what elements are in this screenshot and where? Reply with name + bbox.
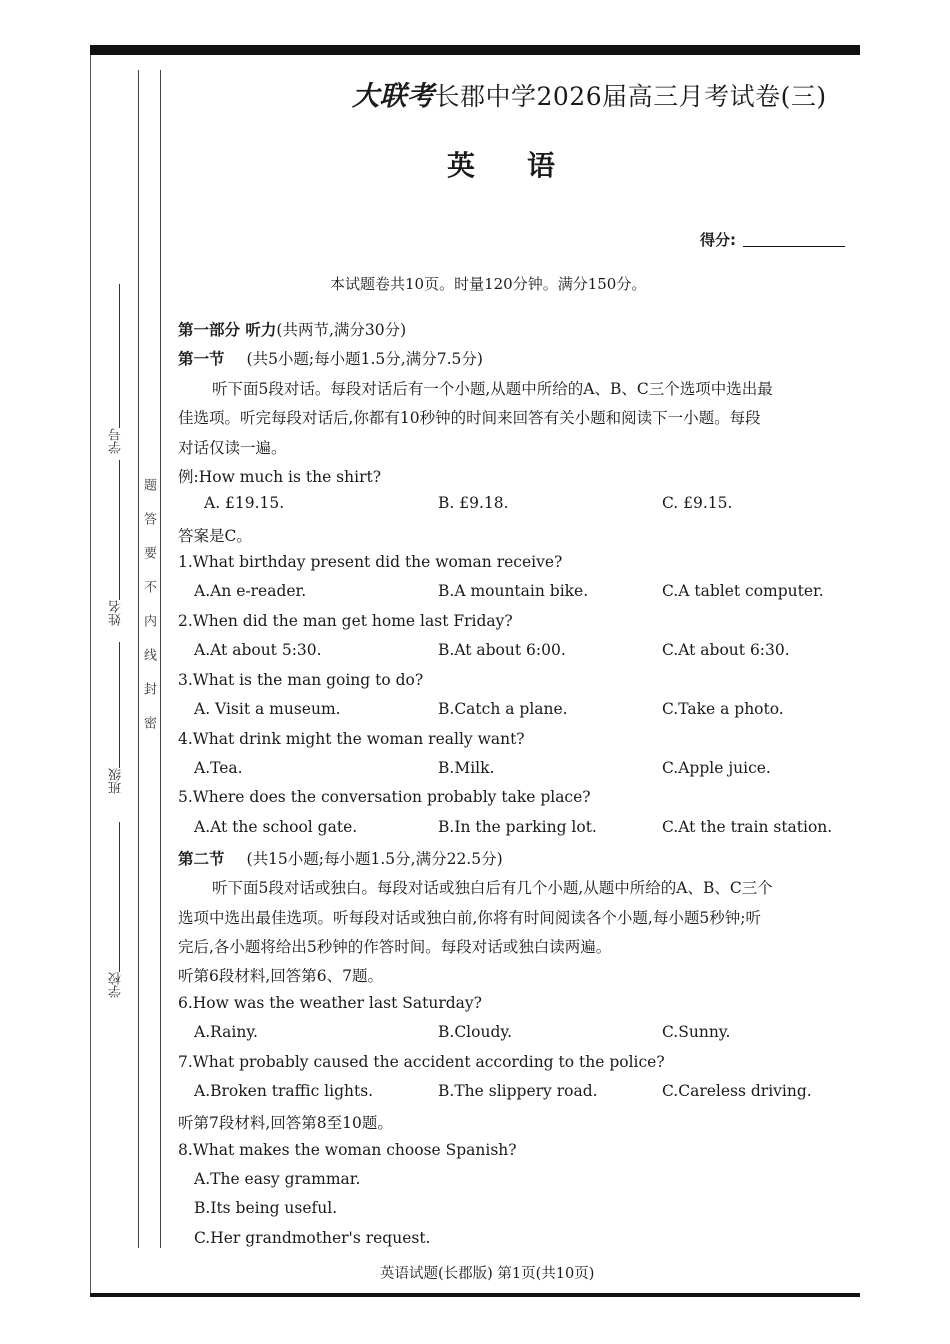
q7-option-b[interactable]: B.The slippery road. bbox=[438, 1082, 598, 1100]
seal-warning: 题答要不内线封密 bbox=[141, 478, 156, 750]
section2-instruction-line: 听下面5段对话或独白。每段对话或独白后有几个小题,从题中所给的A、B、C三个 bbox=[212, 879, 773, 897]
section2-note: (共15小题;每小题1.5分,满分22.5分) bbox=[246, 850, 503, 868]
question-2: 2.When did the man get home last Friday? bbox=[178, 612, 513, 630]
example-question: 例:How much is the shirt? bbox=[178, 468, 382, 486]
q6-option-c[interactable]: C.Sunny. bbox=[662, 1023, 731, 1041]
class-label: 班级 bbox=[109, 768, 124, 794]
question-6: 6.How was the weather last Saturday? bbox=[178, 994, 482, 1012]
q3-option-b[interactable]: B.Catch a plane. bbox=[438, 700, 568, 718]
example-option-b: B. £9.18. bbox=[438, 494, 509, 512]
exam-intro: 本试题卷共10页。时量120分钟。满分150分。 bbox=[330, 275, 647, 293]
class-line bbox=[120, 642, 121, 768]
student-id-line bbox=[120, 284, 121, 428]
bottom-border bbox=[90, 1293, 860, 1297]
top-border bbox=[90, 45, 860, 55]
school-field bbox=[110, 822, 123, 998]
q7-option-a[interactable]: A.Broken traffic lights. bbox=[194, 1082, 374, 1100]
example-answer: 答案是C。 bbox=[178, 527, 252, 545]
q2-option-a[interactable]: A.At about 5:30. bbox=[194, 641, 322, 659]
example-option-c: C. £9.15. bbox=[662, 494, 733, 512]
name-field bbox=[110, 460, 123, 626]
section2-title: 第二节 bbox=[178, 850, 225, 868]
student-id-label: 学号 bbox=[109, 428, 124, 454]
q8-option-a[interactable]: A.The easy grammar. bbox=[194, 1170, 361, 1188]
q8-option-b[interactable]: B.Its being useful. bbox=[194, 1199, 338, 1217]
question-8: 8.What makes the woman choose Spanish? bbox=[178, 1141, 517, 1159]
section2-instruction-line: 选项中选出最佳选项。听每段对话或独白前,你将有时间阅读各个小题,每小题5秒钟;听 bbox=[178, 909, 761, 927]
page-footer: 英语试题(长郡版) 第1页(共10页) bbox=[380, 1266, 595, 1282]
section1-instruction-line: 对话仅读一遍。 bbox=[178, 439, 287, 457]
q1-option-c[interactable]: C.A tablet computer. bbox=[662, 582, 824, 600]
question-3: 3.What is the man going to do? bbox=[178, 671, 424, 689]
q3-option-a[interactable]: A. Visit a museum. bbox=[194, 700, 341, 718]
q5-option-c[interactable]: C.At the train station. bbox=[662, 818, 833, 836]
brand-logo: 大联考 bbox=[352, 81, 435, 112]
question-4: 4.What drink might the woman really want? bbox=[178, 730, 525, 748]
q4-option-c[interactable]: C.Apple juice. bbox=[662, 759, 771, 777]
question-5: 5.Where does the conversation probably take place? bbox=[178, 788, 591, 806]
name-line bbox=[120, 460, 121, 600]
school-line bbox=[120, 822, 121, 972]
part1-heading bbox=[178, 318, 406, 340]
section1-instruction-line: 佳选项。听完每段对话后,你都有10秒钟的时间来回答有关小题和阅读下一小题。每段 bbox=[178, 409, 761, 427]
student-id-field bbox=[110, 284, 123, 454]
left-border bbox=[90, 55, 91, 1293]
q1-option-b[interactable]: B.A mountain bike. bbox=[438, 582, 589, 600]
q7-option-c[interactable]: C.Careless driving. bbox=[662, 1082, 812, 1100]
q6-option-a[interactable]: A.Rainy. bbox=[194, 1023, 258, 1041]
part1-note: (共两节,满分30分) bbox=[276, 321, 407, 339]
q4-option-b[interactable]: B.Milk. bbox=[438, 759, 495, 777]
q5-option-b[interactable]: B.In the parking lot. bbox=[438, 818, 597, 836]
binding-line-inner bbox=[160, 70, 161, 1248]
q6-option-b[interactable]: B.Cloudy. bbox=[438, 1023, 512, 1041]
class-field bbox=[110, 642, 123, 794]
part1-title: 第一部分 听力 bbox=[178, 321, 277, 339]
q8-option-c[interactable]: C.Her grandmother's request. bbox=[194, 1229, 431, 1247]
name-label: 姓名 bbox=[109, 600, 124, 626]
section1-note: (共5小题;每小题1.5分,满分7.5分) bbox=[246, 350, 483, 368]
q1-option-a[interactable]: A.An e-reader. bbox=[194, 582, 307, 600]
score-blank[interactable] bbox=[743, 246, 845, 247]
material-6-note: 听第6段材料,回答第6、7题。 bbox=[178, 967, 384, 985]
question-7: 7.What probably caused the accident according to the police? bbox=[178, 1053, 665, 1071]
exam-title-text: 长郡中学2026届高三月考试卷(三) bbox=[434, 82, 827, 111]
example-option-a: A. £19.15. bbox=[204, 494, 285, 512]
section2-heading bbox=[178, 847, 503, 869]
exam-title bbox=[352, 74, 827, 113]
q2-option-c[interactable]: C.At about 6:30. bbox=[662, 641, 790, 659]
q4-option-a[interactable]: A.Tea. bbox=[194, 759, 243, 777]
section1-instruction-line: 听下面5段对话。每段对话后有一个小题,从题中所给的A、B、C三个选项中选出最 bbox=[212, 380, 773, 398]
score-label: 得分: bbox=[700, 231, 736, 249]
school-label: 学校 bbox=[109, 972, 124, 998]
binding-line-outer bbox=[138, 70, 139, 1248]
section1-heading bbox=[178, 347, 483, 369]
q5-option-a[interactable]: A.At the school gate. bbox=[194, 818, 358, 836]
question-1: 1.What birthday present did the woman receive? bbox=[178, 553, 563, 571]
section2-instruction-line: 完后,各小题将给出5秒钟的作答时间。每段对话或独白读两遍。 bbox=[178, 938, 612, 956]
section1-title: 第一节 bbox=[178, 350, 225, 368]
q3-option-c[interactable]: C.Take a photo. bbox=[662, 700, 784, 718]
material-7-note: 听第7段材料,回答第8至10题。 bbox=[178, 1114, 393, 1132]
q2-option-b[interactable]: B.At about 6:00. bbox=[438, 641, 566, 659]
subject-title: 英语 bbox=[447, 149, 608, 182]
